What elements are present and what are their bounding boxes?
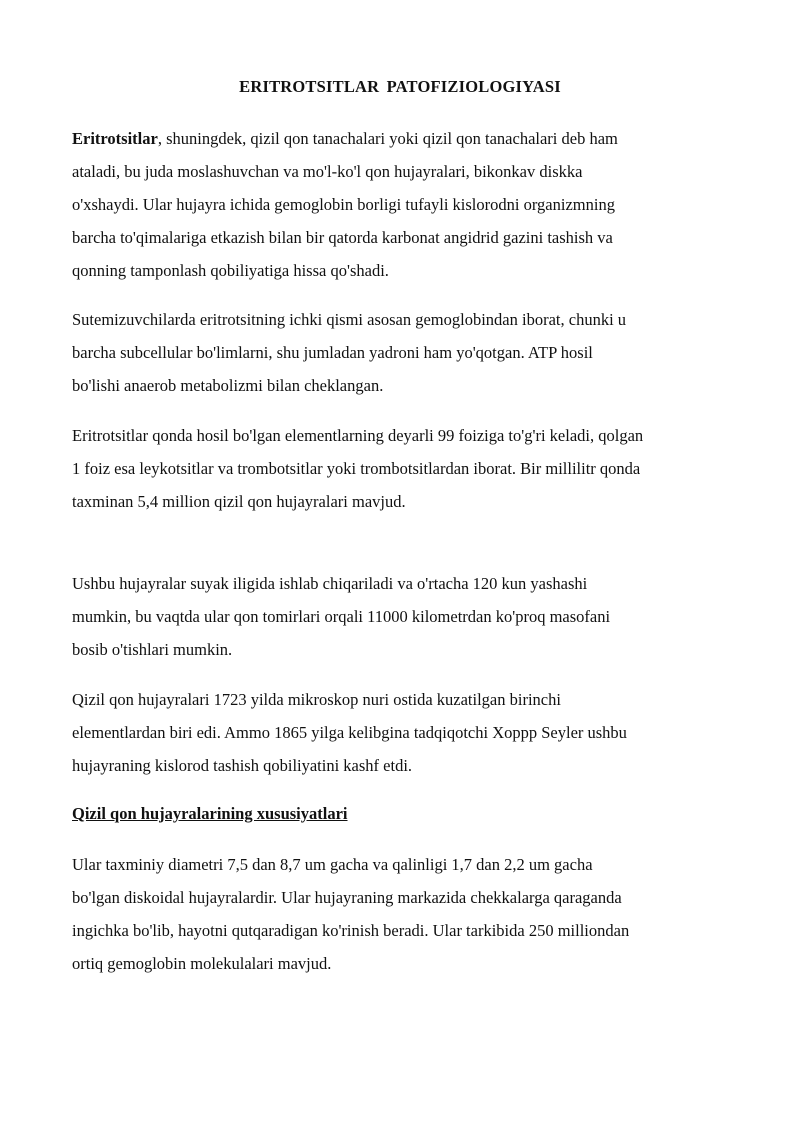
paragraph-line: Ushbu hujayralar suyak iligida ishlab chiqariladi va o'rtacha 120 kun yashashi bbox=[72, 574, 588, 593]
paragraph-properties bbox=[72, 848, 732, 980]
paragraph-line: 1 foiz esa leykotsitlar va trombotsitlar yoki trombotsitlardan iborat. Bir millilitr qonda bbox=[72, 459, 641, 478]
paragraph-line: bo'lishi anaerob metabolizmi bilan cheklangan. bbox=[72, 376, 384, 395]
paragraph-intro bbox=[72, 122, 732, 287]
paragraph-mammals bbox=[72, 303, 732, 402]
paragraph-line: Qizil qon hujayralari 1723 yilda mikroskop nuri ostida kuzatilgan birinchi bbox=[72, 690, 561, 709]
bold-term: Eritrotsitlar bbox=[72, 129, 158, 148]
paragraph-line: ortiq gemoglobin molekulalari mavjud. bbox=[72, 954, 332, 973]
paragraph-line: ataladi, bu juda moslashuvchan va mo'l-ko'l qon hujayralari, bikonkav diskka bbox=[72, 162, 583, 181]
paragraph-line bbox=[72, 122, 732, 155]
section-heading: Qizil qon hujayralarining xususiyatlari bbox=[72, 804, 348, 823]
paragraph-line: Ular taxminiy diametri 7,5 dan 8,7 um gacha va qalinligi 1,7 dan 2,2 um gacha bbox=[72, 855, 593, 874]
paragraph-line: hujayraning kislorod tashish qobiliyatini kashf etdi. bbox=[72, 756, 413, 775]
paragraph-line: taxminan 5,4 million qizil qon hujayralari mavjud. bbox=[72, 492, 406, 511]
line-text: , shuningdek, qizil qon tanachalari yoki qizil qon tanachalari deb ham bbox=[157, 129, 618, 148]
paragraph-line: barcha to'qimalariga etkazish bilan bir qatorda karbonat angidrid gazini tashish va bbox=[72, 228, 613, 247]
paragraph-line: qonning tamponlash qobiliyatiga hissa qo'shadi. bbox=[72, 261, 389, 280]
paragraph-line: Sutemizuvchilarda eritrotsitning ichki qismi asosan gemoglobindan iborat, chunki u bbox=[72, 310, 627, 329]
paragraph-line: elementlardan biri edi. Ammo 1865 yilga kelibgina tadqiqotchi Xoppp Seyler ushbu bbox=[72, 723, 627, 742]
page-title: ERITROTSITLAR PATOFIZIOLOGIYASI bbox=[239, 77, 561, 96]
paragraph-line: mumkin, bu vaqtda ular qon tomirlari orqali 11000 kilometrdan ko'proq masofani bbox=[72, 607, 611, 626]
paragraph-line: bosib o'tishlari mumkin. bbox=[72, 640, 233, 659]
paragraph-blood-composition bbox=[72, 419, 732, 518]
paragraph-line: bo'lgan diskoidal hujayralardir. Ular hujayraning markazida chekkalarga qaraganda bbox=[72, 888, 622, 907]
paragraph-line: Eritrotsitlar qonda hosil bo'lgan elementlarning deyarli 99 foiziga to'g'ri keladi, qolgan bbox=[72, 426, 644, 445]
paragraph-line: barcha subcellular bo'limlarni, shu jumladan yadroni ham yo'qotgan. ATP hosil bbox=[72, 343, 593, 362]
paragraph-lifespan bbox=[72, 567, 732, 666]
paragraph-line: o'xshaydi. Ular hujayra ichida gemoglobin borligi tufayli kislorodni organizmning bbox=[72, 195, 615, 214]
paragraph-history bbox=[72, 683, 732, 782]
paragraph-line: ingichka bo'lib, hayotni qutqaradigan ko'rinish beradi. Ular tarkibida 250 milliondan bbox=[72, 921, 630, 940]
